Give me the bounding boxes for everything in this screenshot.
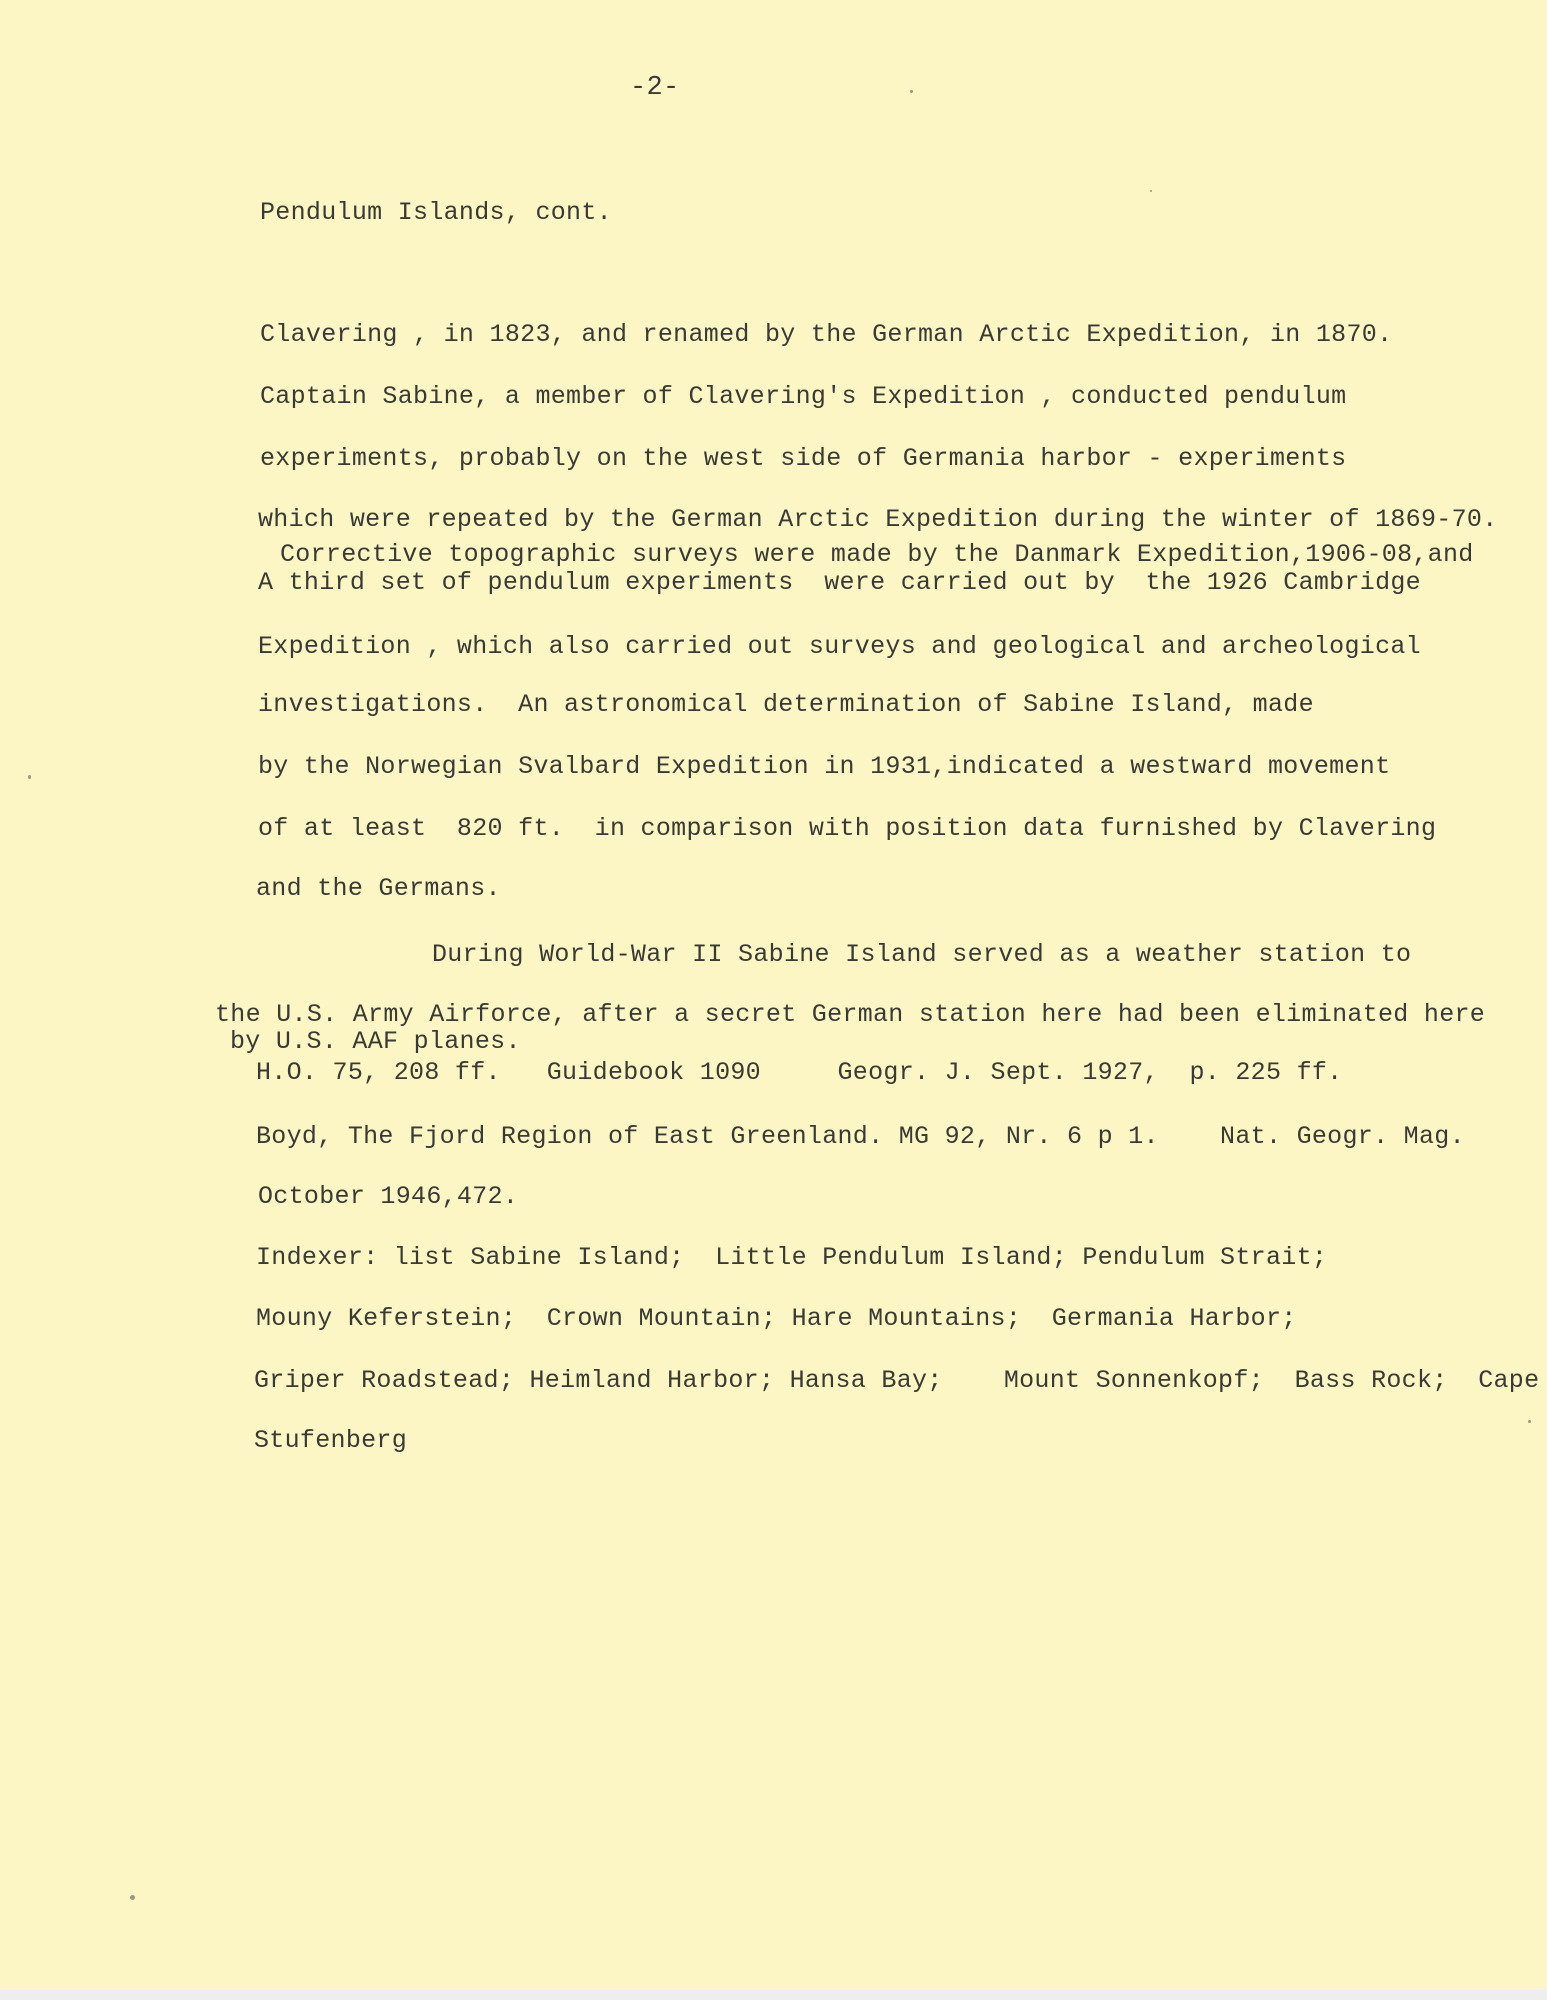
- reference-line-3: October 1946,472.: [258, 1182, 519, 1211]
- paragraph1-line-2: Captain Sabine, a member of Clavering's Expedition , conducted pendulum: [260, 382, 1347, 411]
- paragraph2-line-2: the U.S. Army Airforce, after a secret German station here had been eliminated here: [215, 1000, 1486, 1029]
- paragraph1-line-10: of at least 820 ft. in comparison with position data furnished by Clavering: [258, 814, 1437, 843]
- page-number: -2-: [630, 73, 680, 103]
- paragraph2-line-1: During World-War II Sabine Island served as a weather station to: [432, 940, 1412, 969]
- paper-speck: [910, 90, 913, 93]
- paper-speck: [28, 775, 31, 779]
- indexer-line-1: Indexer: list Sabine Island; Little Pendulum Island; Pendulum Strait;: [256, 1243, 1328, 1272]
- section-header: Pendulum Islands, cont.: [260, 198, 612, 227]
- paper-speck: [130, 1895, 135, 1900]
- paragraph1-line-5: Corrective topographic surveys were made by the Danmark Expedition,1906-08,and: [280, 540, 1474, 569]
- indexer-line-4: Stufenberg: [254, 1426, 408, 1455]
- paragraph1-line-6: A third set of pendulum experiments were carried out by the 1926 Cambridge: [258, 568, 1421, 597]
- paper-speck: [1528, 1420, 1531, 1423]
- paragraph1-line-11: and the Germans.: [256, 874, 501, 903]
- paper-speck: [1150, 190, 1152, 192]
- paragraph1-line-4: which were repeated by the German Arctic Expedition during the winter of 1869-70.: [258, 505, 1498, 534]
- indexer-line-3: Griper Roadstead; Heimland Harbor; Hansa Bay; Mount Sonnenkopf; Bass Rock; Cape: [254, 1366, 1540, 1395]
- indexer-line-2: Mouny Keferstein; Crown Mountain; Hare Mountains; Germania Harbor;: [256, 1304, 1297, 1333]
- paragraph1-line-1: Clavering , in 1823, and renamed by the German Arctic Expedition, in 1870.: [260, 320, 1393, 349]
- reference-line-1: H.O. 75, 208 ff. Guidebook 1090 Geogr. J. Sept. 1927, p. 225 ff.: [256, 1058, 1343, 1087]
- paragraph2-line-3: by U.S. AAF planes.: [230, 1027, 521, 1056]
- paragraph1-line-3: experiments, probably on the west side of Germania harbor - experiments: [260, 444, 1347, 473]
- paragraph1-line-8: investigations. An astronomical determination of Sabine Island, made: [258, 690, 1314, 719]
- reference-line-2: Boyd, The Fjord Region of East Greenland. MG 92, Nr. 6 p 1. Nat. Geogr. Mag.: [256, 1122, 1465, 1151]
- paragraph1-line-9: by the Norwegian Svalbard Expedition in 1931,indicated a westward movement: [258, 752, 1391, 781]
- paragraph1-line-7: Expedition , which also carried out surveys and geological and archeological: [258, 632, 1421, 661]
